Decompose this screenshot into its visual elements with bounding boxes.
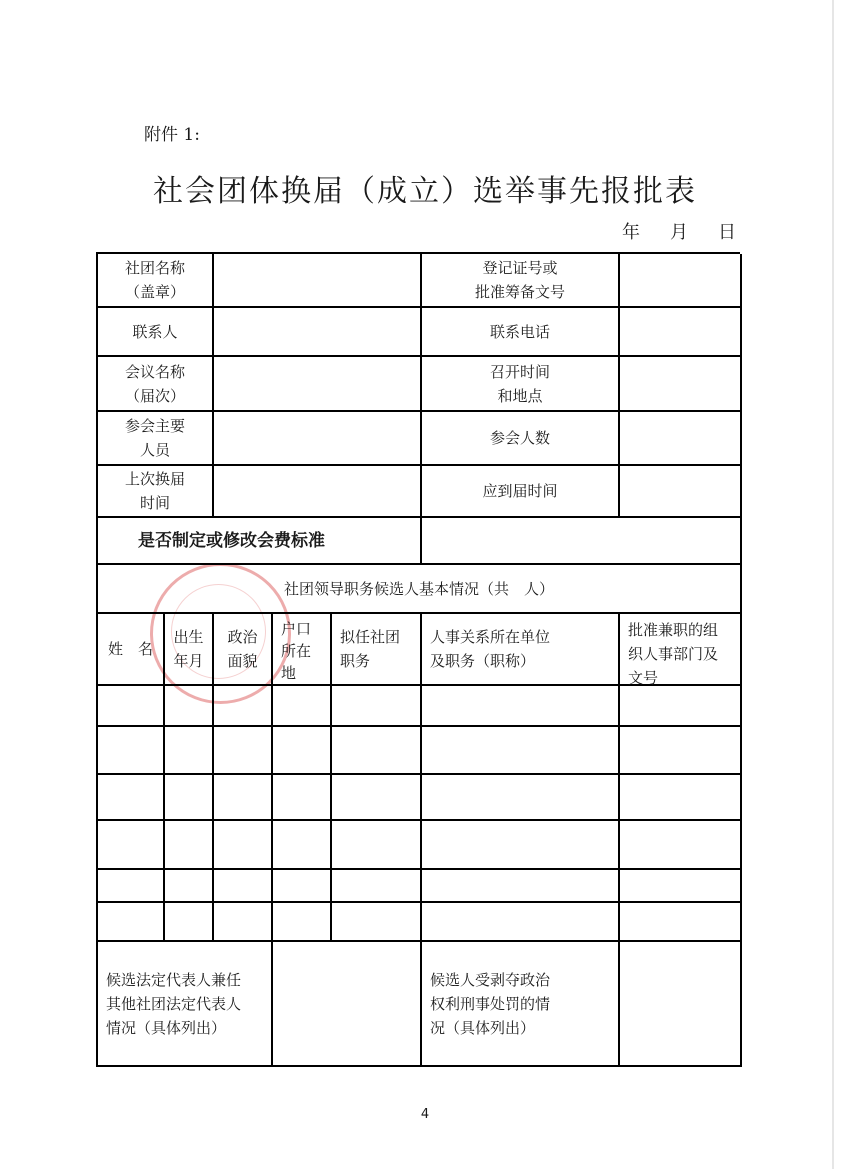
meeting-time-place-field[interactable] <box>620 357 742 412</box>
meeting-name-label: 会议名称 （届次） <box>98 357 214 412</box>
page-number: 4 <box>420 1107 430 1122</box>
cell[interactable] <box>332 821 422 870</box>
cell[interactable] <box>214 686 273 727</box>
cell[interactable] <box>98 821 165 870</box>
cell[interactable] <box>422 775 620 821</box>
cell[interactable] <box>273 870 332 903</box>
fee-standard-label: 是否制定或修改会费标准 <box>98 518 422 565</box>
cell[interactable] <box>332 727 422 775</box>
org-name-label: 社团名称 （盖章） <box>98 254 214 308</box>
meeting-time-place-label: 召开时间 和地点 <box>422 357 620 412</box>
main-participants-field[interactable] <box>214 412 422 466</box>
header-position: 拟任社团 职务 <box>332 614 422 686</box>
cell[interactable] <box>620 775 742 821</box>
contact-person-field[interactable] <box>214 308 422 357</box>
cell[interactable] <box>332 686 422 727</box>
cell[interactable] <box>273 686 332 727</box>
cell[interactable] <box>620 686 742 727</box>
cell[interactable] <box>165 821 214 870</box>
header-employer: 人事关系所在单位 及职务（职称） <box>422 614 620 686</box>
cell[interactable] <box>422 870 620 903</box>
cell[interactable] <box>214 870 273 903</box>
date-line <box>622 218 736 244</box>
cell[interactable] <box>98 870 165 903</box>
cell[interactable] <box>332 903 422 942</box>
contact-phone-label: 联系电话 <box>422 308 620 357</box>
date-month: 月 <box>670 222 688 243</box>
participant-count-label: 参会人数 <box>422 412 620 466</box>
cell[interactable] <box>214 821 273 870</box>
criminal-record-label: 候选人受剥夺政治 权利刑事处罚的情 况（具体列出） <box>422 942 620 1067</box>
cell[interactable] <box>422 903 620 942</box>
reg-no-label: 登记证号或 批准筹备文号 <box>422 254 620 308</box>
cell[interactable] <box>214 775 273 821</box>
header-birth: 出生 年月 <box>165 614 214 686</box>
cell[interactable] <box>273 821 332 870</box>
attachment-label: 附件 1: <box>144 125 200 145</box>
cell[interactable] <box>165 775 214 821</box>
cell[interactable] <box>98 775 165 821</box>
reg-no-field[interactable] <box>620 254 742 308</box>
header-approval: 批准兼职的组 织人事部门及 文号 <box>620 614 742 686</box>
cell[interactable] <box>273 775 332 821</box>
cell[interactable] <box>98 903 165 942</box>
cell[interactable] <box>422 727 620 775</box>
meeting-name-field[interactable] <box>214 357 422 412</box>
org-name-field[interactable] <box>214 254 422 308</box>
legal-rep-label: 候选法定代表人兼任 其他社团法定代表人 情况（具体列出） <box>98 942 273 1067</box>
due-election-time-field[interactable] <box>620 466 742 518</box>
cell[interactable] <box>165 727 214 775</box>
contact-phone-field[interactable] <box>620 308 742 357</box>
cell[interactable] <box>332 775 422 821</box>
cell[interactable] <box>332 870 422 903</box>
candidates-section-title: 社团领导职务候选人基本情况（共 人） <box>98 565 742 614</box>
main-participants-label: 参会主要 人员 <box>98 412 214 466</box>
cell[interactable] <box>165 903 214 942</box>
cell[interactable] <box>273 727 332 775</box>
date-day: 日 <box>718 222 736 243</box>
form-table <box>96 252 740 1067</box>
contact-person-label: 联系人 <box>98 308 214 357</box>
cell[interactable] <box>620 870 742 903</box>
cell[interactable] <box>422 821 620 870</box>
header-political: 政治 面貌 <box>214 614 273 686</box>
cell[interactable] <box>620 903 742 942</box>
last-election-time-label: 上次换届 时间 <box>98 466 214 518</box>
header-name: 姓 名 <box>98 614 165 686</box>
criminal-record-field[interactable] <box>620 942 742 1067</box>
cell[interactable] <box>165 870 214 903</box>
cell[interactable] <box>273 903 332 942</box>
header-hukou: 户口 所在 地 <box>273 614 332 686</box>
cell[interactable] <box>98 686 165 727</box>
cell[interactable] <box>98 727 165 775</box>
cell[interactable] <box>620 727 742 775</box>
cell[interactable] <box>165 686 214 727</box>
cell[interactable] <box>214 727 273 775</box>
cell[interactable] <box>422 686 620 727</box>
participant-count-field[interactable] <box>620 412 742 466</box>
last-election-time-field[interactable] <box>214 466 422 518</box>
cell[interactable] <box>214 903 273 942</box>
legal-rep-field[interactable] <box>273 942 422 1067</box>
date-year: 年 <box>622 222 640 243</box>
form-title: 社会团体换届（成立）选举事先报批表 <box>153 174 697 209</box>
due-election-time-label: 应到届时间 <box>422 466 620 518</box>
cell[interactable] <box>620 821 742 870</box>
fee-standard-field[interactable] <box>422 518 742 565</box>
